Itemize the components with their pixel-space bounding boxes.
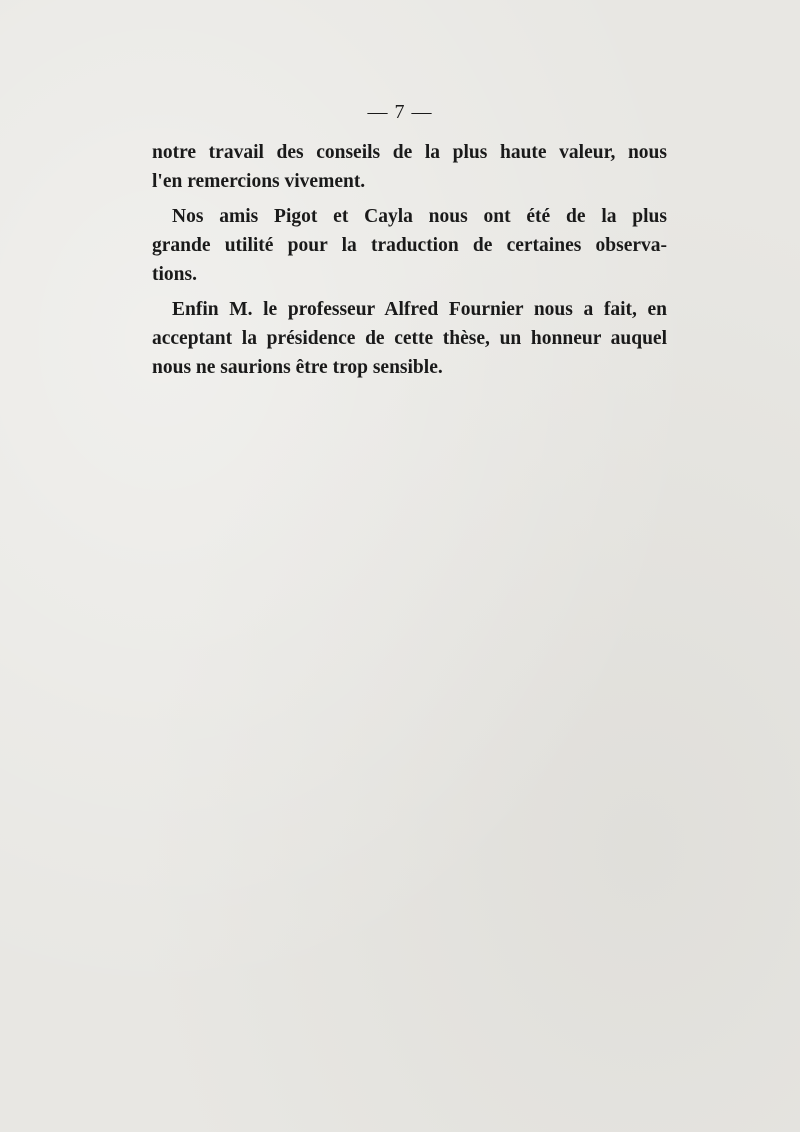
body-text (152, 138, 667, 388)
text-line: acceptant la présidence de cette thèse, un honneur auquel (152, 328, 667, 349)
text-line: notre travail des conseils de la plus haute valeur, nous (152, 142, 667, 163)
text-line: tions. (152, 264, 197, 285)
paragraph-acknowledgement-2 (152, 202, 667, 289)
paragraph-acknowledgement-3 (152, 295, 667, 382)
text-line: Nos amis Pigot et Cayla nous ont été de la plus (172, 206, 667, 227)
text-line: Enfin M. le professeur Alfred Fournier nous a fait, en (172, 299, 667, 320)
paragraph-acknowledgement-1 (152, 138, 667, 196)
page-number: — 7 — (367, 101, 433, 123)
text-line: grande utilité pour la traduction de certaines observa- (152, 235, 667, 256)
text-line: l'en remercions vivement. (152, 171, 366, 192)
text-line: nous ne saurions être trop sensible. (152, 357, 443, 378)
